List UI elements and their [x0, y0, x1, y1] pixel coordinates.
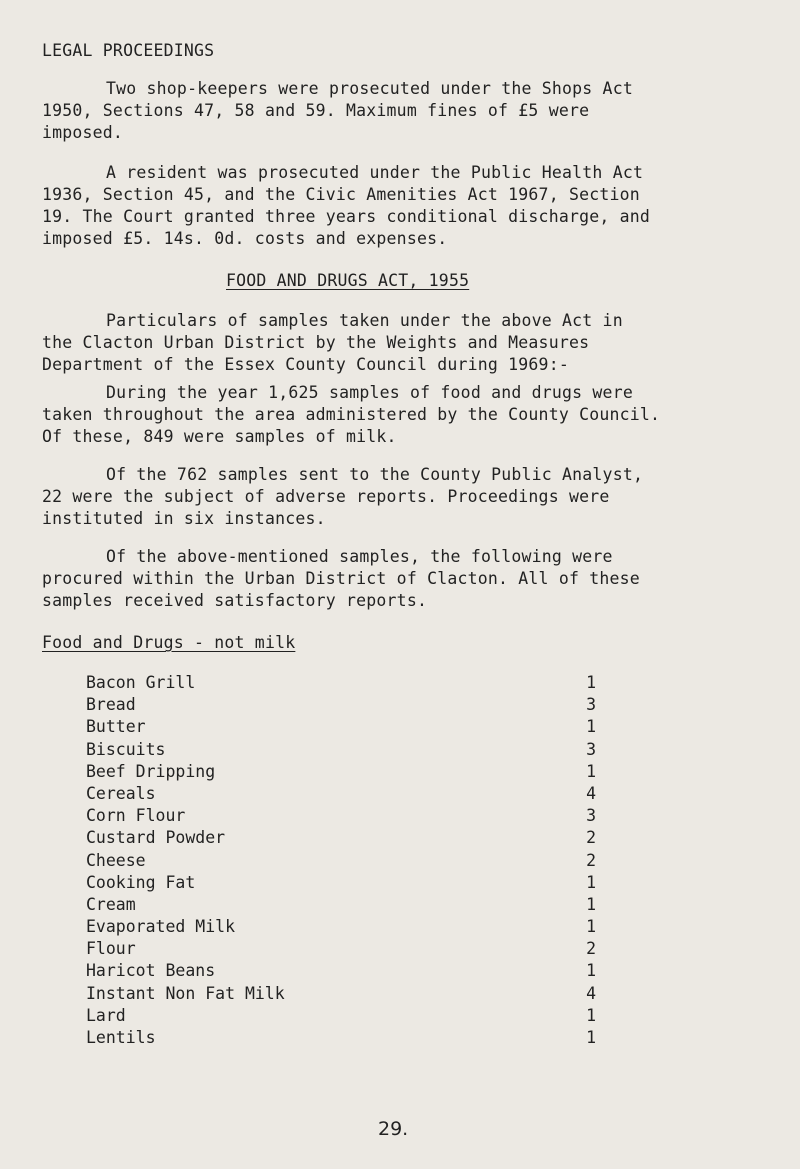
item-count: 1 [586, 673, 596, 692]
text-line: instituted in six instances. [42, 509, 326, 528]
text-line: 22 were the subject of adverse reports. Proceedings were [42, 487, 610, 506]
text-line: 1936, Section 45, and the Civic Amenities Act 1967, Section [42, 185, 640, 204]
list-item [86, 1027, 596, 1049]
item-count: 2 [586, 828, 596, 848]
list-item [86, 672, 596, 694]
list-item [86, 716, 596, 738]
list-item [86, 938, 596, 960]
list-item [86, 739, 596, 761]
text-line: A resident was prosecuted under the Public Health Act [106, 163, 644, 182]
text-line: Particulars of samples taken under the above Act in [106, 311, 623, 330]
item-count: 4 [586, 783, 596, 803]
item-name: Corn Flour [86, 806, 186, 826]
list-item [86, 916, 596, 938]
text-line: the Clacton Urban District by the Weights and Measures [42, 333, 590, 352]
samples-list [86, 672, 596, 1049]
item-count: 1 [586, 1028, 596, 1047]
text-line: 1950, Sections 47, 58 and 59. Maximum fines of £5 were [42, 101, 590, 120]
list-item [86, 894, 596, 916]
item-name: Cooking Fat [86, 872, 196, 892]
item-count: 2 [586, 850, 596, 870]
text-line: imposed £5. 14s. 0d. costs and expenses. [42, 229, 448, 248]
text-line: procured within the Urban District of Clacton. All of these [42, 569, 640, 588]
item-name: Lentils [86, 1028, 156, 1047]
list-item [86, 960, 596, 982]
page-number: 29. [378, 1118, 409, 1140]
item-count: 4 [586, 983, 596, 1003]
list-title: Food and Drugs - not milk [42, 633, 296, 652]
list-item [86, 1005, 596, 1027]
list-item [86, 827, 596, 849]
text-line: Of these, 849 were samples of milk. [42, 427, 397, 446]
item-name: Biscuits [86, 739, 166, 759]
item-count: 1 [586, 961, 596, 981]
text-line: imposed. [42, 123, 124, 142]
list-item [86, 850, 596, 872]
item-name: Evaporated Milk [86, 917, 236, 937]
item-count: 1 [586, 717, 596, 737]
item-name: Cereals [86, 783, 156, 803]
text-line: Two shop-keepers were prosecuted under the Shops Act [106, 79, 633, 98]
list-item [86, 761, 596, 783]
item-name: Lard [86, 1005, 126, 1025]
item-count: 1 [586, 1005, 596, 1025]
item-count: 3 [586, 806, 596, 826]
item-count: 3 [586, 739, 596, 759]
list-item [86, 872, 596, 894]
item-name: Instant Non Fat Milk [86, 983, 285, 1003]
item-count: 1 [586, 917, 596, 937]
item-name: Butter [86, 717, 146, 737]
item-name: Cheese [86, 850, 146, 870]
text-line: 19. The Court granted three years conditional discharge, and [42, 207, 651, 226]
text-line: Of the above-mentioned samples, the following were [106, 547, 613, 566]
item-name: Bacon Grill [86, 673, 196, 692]
text-line: samples received satisfactory reports. [42, 591, 428, 610]
list-item [86, 805, 596, 827]
item-count: 2 [586, 939, 596, 959]
list-item [86, 983, 596, 1005]
item-count: 1 [586, 761, 596, 781]
item-name: Bread [86, 695, 136, 715]
item-name: Beef Dripping [86, 761, 216, 781]
text-line: taken throughout the area administered by the County Council. [42, 405, 661, 424]
text-line: Department of the Essex County Council during 1969:- [42, 355, 569, 374]
text-line: Of the 762 samples sent to the County Public Analyst, [106, 465, 644, 484]
item-name: Haricot Beans [86, 961, 216, 981]
item-name: Custard Powder [86, 828, 226, 848]
list-item [86, 694, 596, 716]
item-count: 1 [586, 894, 596, 914]
list-item [86, 783, 596, 805]
item-name: Cream [86, 894, 136, 914]
item-count: 1 [586, 872, 596, 892]
section-title: FOOD AND DRUGS ACT, 1955 [226, 271, 470, 290]
page-heading: LEGAL PROCEEDINGS [42, 41, 215, 60]
item-count: 3 [586, 695, 596, 715]
text-line: During the year 1,625 samples of food and drugs were [106, 383, 633, 402]
item-name: Flour [86, 939, 136, 959]
